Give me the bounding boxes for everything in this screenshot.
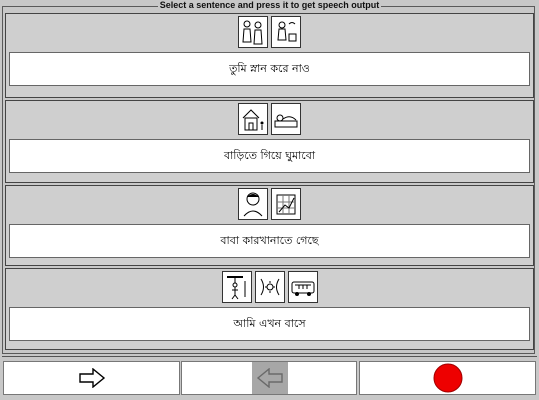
record-button[interactable]: [359, 361, 536, 395]
people-icon: [238, 16, 268, 48]
symbol-row: [6, 103, 533, 137]
sentence-text: তুমি স্নান করে নাও: [9, 52, 530, 86]
father-icon: [238, 188, 268, 220]
back-button-container: [181, 361, 357, 395]
symbol-row: [6, 16, 533, 50]
left-arrow-icon: [256, 368, 284, 388]
sentence-text: বাড়িতে গিয়ে ঘুমাবো: [9, 139, 530, 173]
sentence-text: বাবা কারখানাতে গেছে: [9, 224, 530, 258]
back-button[interactable]: [252, 362, 288, 394]
now-icon: [255, 271, 285, 303]
sentence-text: আমি এখন বাসে: [9, 307, 530, 341]
me-icon: [222, 271, 252, 303]
washing-icon: [271, 16, 301, 48]
red-circle-icon: [432, 362, 464, 394]
control-bar: [2, 356, 537, 399]
house-icon: [238, 103, 268, 135]
panel-title: Select a sentence and press it to get speech output: [159, 0, 380, 10]
sentence-card[interactable]: [5, 13, 534, 98]
symbol-row: [6, 271, 533, 305]
sentence-card[interactable]: [5, 268, 534, 350]
sentence-card[interactable]: [5, 100, 534, 183]
next-button[interactable]: [3, 361, 180, 395]
bus-icon: [288, 271, 318, 303]
factory-icon: [271, 188, 301, 220]
symbol-row: [6, 188, 533, 222]
sleep-icon: [271, 103, 301, 135]
sentence-card[interactable]: [5, 185, 534, 266]
right-arrow-icon: [78, 368, 106, 388]
